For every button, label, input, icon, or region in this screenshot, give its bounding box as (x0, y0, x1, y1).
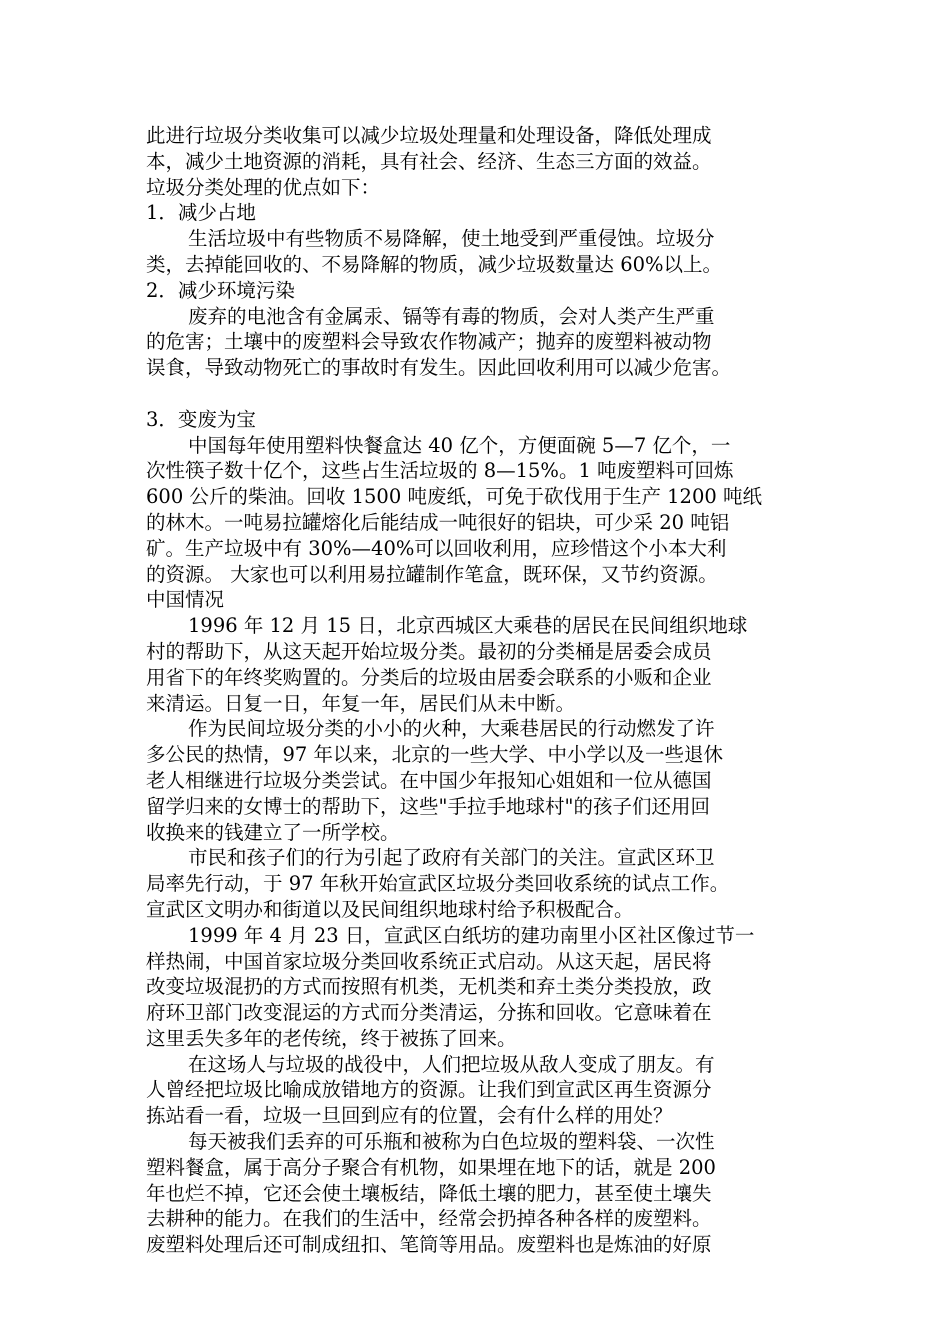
text-line: 去耕种的能力。在我们的生活中，经常会扔掉各种各样的废塑料。 (146, 1207, 712, 1231)
text-line: 的危害；土壤中的废塑料会导致农作物减产；抛弃的废塑料被动物 (146, 330, 712, 354)
text-line: 此进行垃圾分类收集可以减少垃圾处理量和处理设备，降低处理成 (146, 124, 712, 147)
text-line: 人曾经把垃圾比喻成放错地方的资源。让我们到宣武区再生资源分 (146, 1078, 712, 1102)
text-line: 样热闹，中国首家垃圾分类回收系统正式启动。从这天起，居民将 (146, 949, 712, 973)
text-line: 本，减少土地资源的消耗，具有社会、经济、生态三方面的效益。 (146, 149, 712, 173)
text-line: 老人相继进行垃圾分类尝试。在中国少年报知心姐姐和一位从德国 (146, 768, 712, 792)
text-line: 改变垃圾混扔的方式而按照有机类，无机类和弃土类分类投放，政 (146, 975, 712, 999)
text-line: 误食，导致动物死亡的事故时有发生。因此回收利用可以减少危害。 (146, 356, 732, 380)
text-line: 作为民间垃圾分类的小小的火种，大乘巷居民的行动燃发了许 (188, 717, 715, 741)
text-line: 3．变废为宝 (146, 407, 256, 431)
text-line: 塑料餐盒，属于高分子聚合有机物，如果埋在地下的话，就是 200 (146, 1155, 716, 1179)
text-line: 2．减少环境污染 (146, 278, 295, 302)
text-line: 这里丢失多年的老传统，终于被拣了回来。 (146, 1026, 517, 1050)
text-line: 多公民的热情，97 年以来，北京的一些大学、中小学以及一些退休 (146, 743, 724, 767)
text-line: 留学归来的女博士的帮助下，这些"手拉手地球村"的孩子们还用回 (146, 794, 710, 818)
text-line: 拣站看一看，垃圾一旦回到应有的位置，会有什么样的用处？ (146, 1104, 673, 1128)
blank-line (146, 381, 822, 407)
text-line: 1999 年 4 月 23 日，宣武区白纸坊的建功南里小区社区像过节一 (188, 923, 755, 947)
document-page (146, 123, 822, 1258)
text-line: 中国每年使用塑料快餐盒达 40 亿个，方便面碗 5—7 亿个，一 (188, 433, 731, 457)
text-line: 的资源。 大家也可以利用易拉罐制作笔盒，既环保，又节约资源。 (146, 562, 718, 586)
text-line: 用省下的年终奖购置的。分类后的垃圾由居委会联系的小贩和企业 (146, 665, 712, 689)
text-line: 的林木。一吨易拉罐熔化后能结成一吨很好的铝块，可少采 20 吨铝 (146, 510, 730, 534)
text-line: 次性筷子数十亿个，这些占生活垃圾的 8—15%。1 吨废塑料可回炼 (146, 459, 734, 483)
text-line: 收换来的钱建立了一所学校。 (146, 820, 400, 844)
text-line: 生活垃圾中有些物质不易降解，使土地受到严重侵蚀。垃圾分 (188, 227, 715, 251)
text-line: 村的帮助下，从这天起开始垃圾分类。最初的分类桶是居委会成员 (146, 639, 712, 663)
text-line: 来清运。日复一日，年复一年，居民们从未中断。 (146, 691, 576, 715)
text-line: 废塑料处理后还可制成纽扣、笔筒等用品。废塑料也是炼油的好原 (146, 1233, 712, 1257)
text-line: 年也烂不掉，它还会使土壤板结，降低土壤的肥力，甚至使土壤失 (146, 1181, 712, 1205)
text-line: 垃圾分类处理的优点如下： (146, 175, 381, 199)
text-line: 市民和孩子们的行为引起了政府有关部门的关注。宣武区环卫 (188, 846, 715, 870)
text-line: 局率先行动，于 97 年秋开始宣武区垃圾分类回收系统的试点工作。 (146, 872, 730, 896)
text-line: 600 公斤的柴油。回收 1500 吨废纸，可免于砍伐用于生产 1200 吨纸 (146, 485, 762, 509)
text-line: 矿。生产垃圾中有 30%—40%可以回收利用，应珍惜这个小本大利 (146, 536, 727, 560)
text-line: 每天被我们丢弃的可乐瓶和被称为白色垃圾的塑料袋、一次性 (188, 1130, 715, 1154)
text-line: 类，去掉能回收的、不易降解的物质，减少垃圾数量达 60%以上。 (146, 252, 723, 276)
text-line: 1996 年 12 月 15 日，北京西城区大乘巷的居民在民间组织地球 (188, 614, 748, 638)
text-line: 1．减少占地 (146, 201, 256, 225)
text-line: 废弃的电池含有金属汞、镉等有毒的物质，会对人类产生严重 (188, 304, 715, 328)
text-line: 中国情况 (146, 588, 225, 612)
text-line: 宣武区文明办和街道以及民间组织地球村给予积极配合。 (146, 897, 634, 921)
text-line: 在这场人与垃圾的战役中，人们把垃圾从敌人变成了朋友。有 (188, 1052, 715, 1076)
text-line: 府环卫部门改变混运的方式而分类清运，分拣和回收。它意味着在 (146, 1001, 712, 1025)
